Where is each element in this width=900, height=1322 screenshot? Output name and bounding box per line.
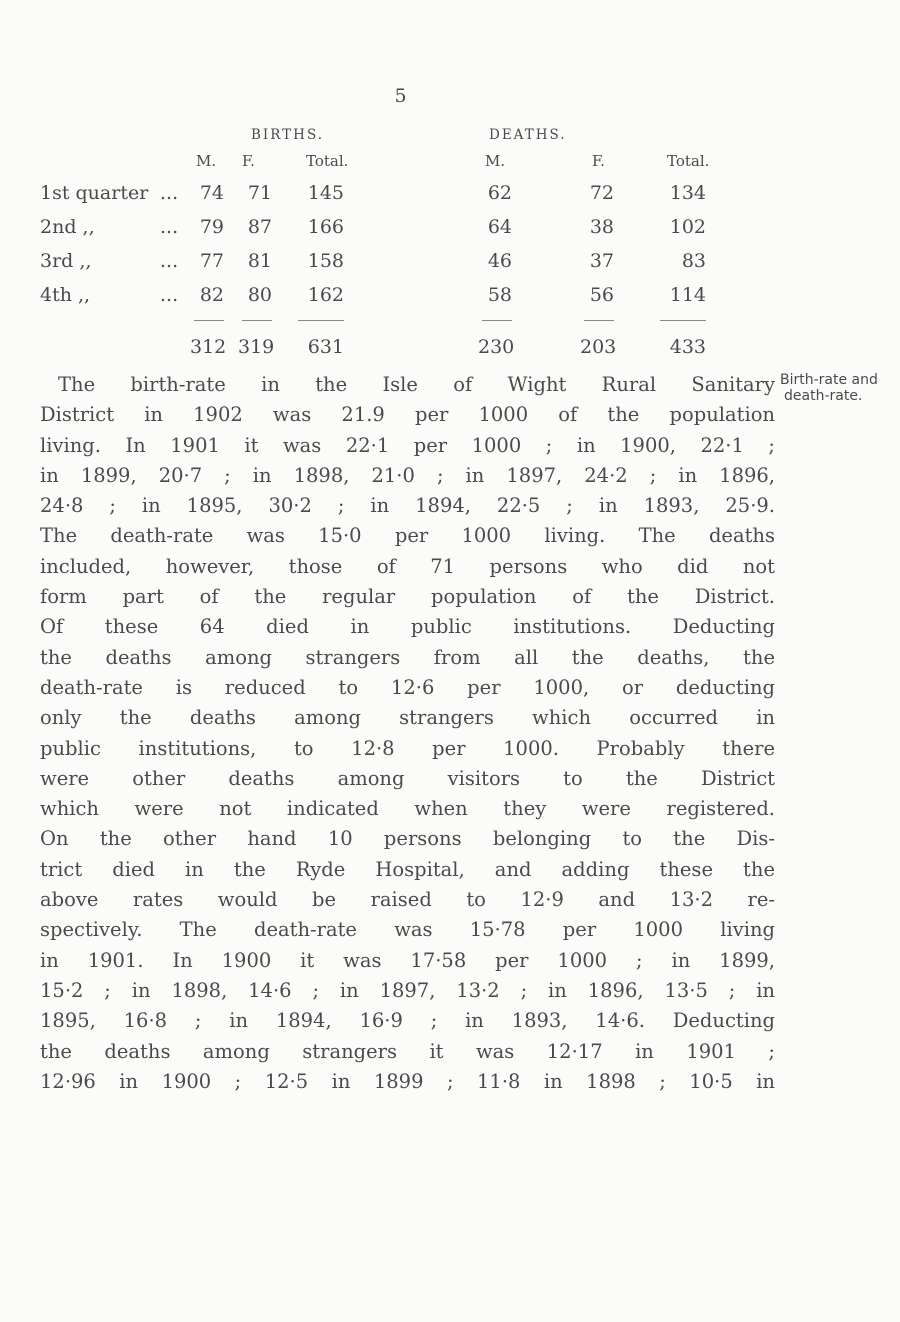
text-line: trict died in the Ryde Hospital, and adding these the	[40, 857, 775, 881]
table-cell: 58	[487, 284, 512, 306]
text-line: 1895, 16·8 ; in 1894, 16·9 ; in 1893, 14·6. Deducting	[40, 1009, 775, 1033]
deaths-male-header: M.	[485, 152, 506, 170]
deaths-female-header: F.	[592, 152, 605, 170]
total-cell: 203	[580, 336, 617, 358]
table-cell: 80	[247, 284, 272, 306]
text-line: above rates would be raised to 12·9 and 13·2 re-	[40, 888, 775, 912]
margin-note-line: Birth-rate and	[780, 372, 878, 388]
total-rule	[194, 320, 224, 321]
table-row-label: 4th ,,	[40, 284, 91, 306]
text-line: only the deaths among strangers which occurred in	[40, 706, 775, 730]
births-total-header: Total.	[306, 152, 349, 170]
table-cell: 145	[307, 182, 344, 204]
table-cell: 56	[589, 284, 614, 306]
text-line: living. In 1901 it was 22·1 per 1000 ; in 1900, 22·1 ;	[40, 433, 775, 457]
table-cell: 37	[589, 250, 614, 272]
table-cell: 83	[681, 250, 706, 272]
text-line: 12·96 in 1900 ; 12·5 in 1899 ; 11·8 in 1898 ; 10·5 in	[40, 1069, 775, 1093]
total-rule	[298, 320, 344, 321]
text-line: were other deaths among visitors to the District	[40, 766, 775, 790]
page-number: 5	[394, 85, 407, 107]
total-rule	[660, 320, 706, 321]
table-cell: 71	[247, 182, 272, 204]
text-line: The birth-rate in the Isle of Wight Rural Sanitary	[58, 373, 775, 396]
text-line: death-rate is reduced to 12·6 per 1000, or deducting	[40, 675, 775, 699]
total-cell: 312	[190, 336, 227, 358]
table-cell: 114	[669, 284, 706, 306]
table-row-label: 3rd ,,	[40, 250, 92, 272]
table-cell: 72	[589, 182, 614, 204]
leader-dots: ...	[160, 250, 179, 272]
text-line: On the other hand 10 persons belonging to the Dis-	[40, 827, 775, 851]
table-cell: 77	[199, 250, 224, 272]
text-line: District in 1902 was 21.9 per 1000 of the population	[40, 403, 775, 427]
table-cell: 162	[307, 284, 344, 306]
margin-note	[780, 372, 900, 404]
text-line: in 1901. In 1900 it was 17·58 per 1000 ; in 1899,	[40, 948, 775, 972]
table-cell: 64	[487, 216, 512, 238]
table-cell: 134	[669, 182, 706, 204]
table-cell: 38	[589, 216, 614, 238]
text-line: spectively. The death-rate was 15·78 per 1000 living	[40, 918, 775, 942]
text-line: The death-rate was 15·0 per 1000 living. The deaths	[40, 524, 775, 548]
table-cell: 82	[199, 284, 224, 306]
table-cell: 166	[307, 216, 344, 238]
total-rule	[584, 320, 614, 321]
total-cell: 433	[669, 336, 706, 358]
total-cell: 230	[478, 336, 515, 358]
leader-dots: ...	[160, 216, 179, 238]
text-line: 15·2 ; in 1898, 14·6 ; in 1897, 13·2 ; in 1896, 13·5 ; in	[40, 978, 775, 1002]
deaths-header: DEATHS.	[489, 127, 567, 143]
text-line: the deaths among strangers from all the deaths, the	[40, 645, 775, 669]
text-line: 24·8 ; in 1895, 30·2 ; in 1894, 22·5 ; in 1893, 25·9.	[40, 494, 775, 518]
text-line: in 1899, 20·7 ; in 1898, 21·0 ; in 1897, 24·2 ; in 1896,	[40, 463, 775, 487]
body-paragraph	[40, 370, 775, 1097]
text-line: Of these 64 died in public institutions. Deducting	[40, 615, 775, 639]
births-female-header: F.	[242, 152, 255, 170]
text-line: form part of the regular population of the District.	[40, 585, 775, 609]
table-cell: 74	[199, 182, 224, 204]
deaths-total-header: Total.	[667, 152, 710, 170]
table-cell: 46	[487, 250, 512, 272]
leader-dots: ...	[160, 284, 179, 306]
total-cell: 631	[307, 336, 344, 358]
total-rule	[242, 320, 272, 321]
births-male-header: M.	[196, 152, 217, 170]
text-line: public institutions, to 12·8 per 1000. Probably there	[40, 736, 775, 760]
table-cell: 87	[247, 216, 272, 238]
table-cell: 158	[307, 250, 344, 272]
table-cell: 81	[247, 250, 272, 272]
leader-dots: ...	[160, 182, 179, 204]
table-row-label: 1st quarter	[40, 182, 149, 204]
text-line: which were not indicated when they were registered.	[40, 797, 775, 821]
total-rule	[482, 320, 512, 321]
table-cell: 79	[199, 216, 224, 238]
text-line: included, however, those of 71 persons who did not	[40, 554, 775, 578]
text-line: the deaths among strangers it was 12·17 in 1901 ;	[40, 1039, 775, 1063]
table-row-label: 2nd ,,	[40, 216, 95, 238]
table-cell: 102	[669, 216, 706, 238]
births-header: BIRTHS.	[251, 127, 325, 143]
margin-note-line: death-rate.	[784, 388, 863, 404]
table-cell: 62	[487, 182, 512, 204]
total-cell: 319	[238, 336, 275, 358]
